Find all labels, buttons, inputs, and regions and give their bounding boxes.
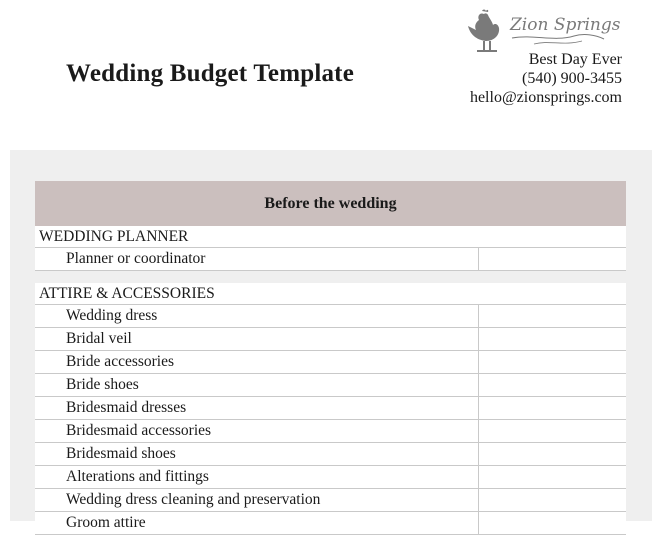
amount-cell[interactable] [478,351,626,373]
table-row [35,420,626,443]
item-label: Bridal veil [66,330,132,347]
section-header: Before the wedding [35,181,626,226]
amount-cell[interactable] [478,248,626,270]
item-label: Planner or coordinator [66,250,206,267]
amount-cell[interactable] [478,489,626,511]
table-row [35,466,626,489]
contact-block [470,50,622,107]
amount-cell[interactable] [478,420,626,442]
table-row [35,489,626,512]
item-label: Bride accessories [66,353,175,370]
amount-cell[interactable] [478,397,626,419]
table-row [35,374,626,397]
item-label: Wedding dress cleaning and preservation [66,491,321,508]
section-gap [35,271,626,283]
item-label: Bridesmaid dresses [66,399,187,416]
item-label: Alterations and fittings [66,468,209,485]
table-row [35,351,626,374]
budget-table [35,181,626,531]
page-title: Wedding Budget Template [66,60,354,87]
amount-cell[interactable] [478,443,626,465]
amount-cell[interactable] [478,305,626,327]
item-label: Groom attire [66,514,146,531]
category-attire-accessories: ATTIRE & ACCESSORIES [35,283,626,305]
amount-cell[interactable] [478,466,626,488]
table-row [35,443,626,466]
logo-wordmark: Zion Springs [510,15,621,35]
amount-cell[interactable] [478,374,626,396]
rooster-logo [464,8,621,54]
tagline: Best Day Ever [528,51,622,68]
item-label: Wedding dress [66,307,158,324]
amount-cell[interactable] [478,328,626,350]
table-row [35,512,626,535]
phone-number: (540) 900-3455 [522,70,622,87]
table-row [35,328,626,351]
item-label: Bridesmaid shoes [66,445,176,462]
table-row [35,248,626,271]
item-label: Bridesmaid accessories [66,422,212,439]
table-row [35,397,626,420]
email-address: hello@zionsprings.com [469,89,622,106]
item-label: Bride shoes [66,376,139,393]
category-wedding-planner: WEDDING PLANNER [35,226,626,248]
table-row [35,305,626,328]
amount-cell[interactable] [478,512,626,534]
